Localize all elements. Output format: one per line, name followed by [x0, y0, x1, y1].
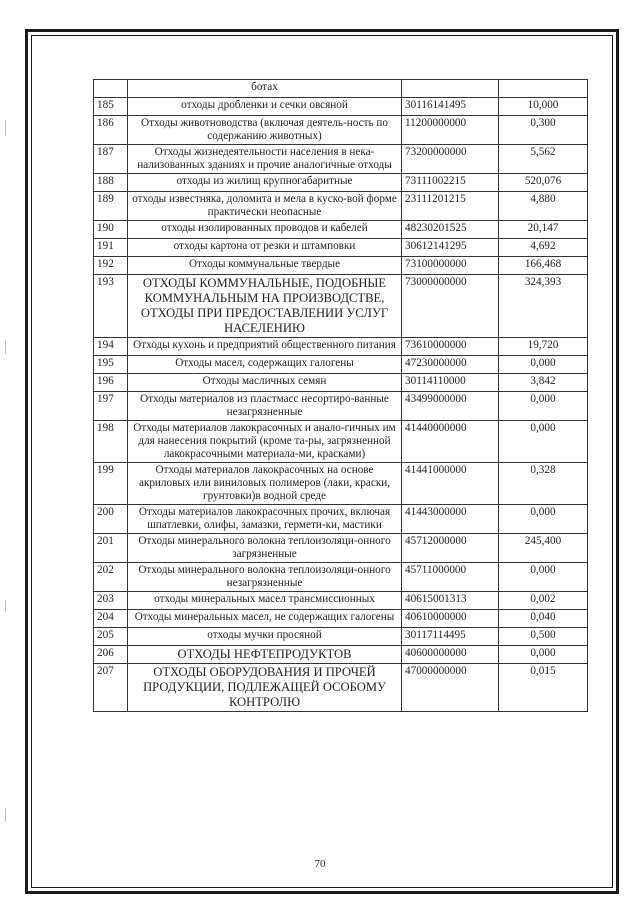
table-row [94, 563, 588, 592]
row-number: 207 [94, 664, 128, 712]
table-row [94, 463, 588, 505]
waste-name: отходы мучки просяной [128, 628, 402, 646]
table-row [94, 145, 588, 174]
waste-name: отходы дробленки и сечки овсяной [128, 98, 402, 116]
table-row [94, 534, 588, 563]
row-number: 186 [94, 116, 128, 145]
waste-amount: 0,000 [499, 646, 588, 664]
waste-amount: 5,562 [499, 145, 588, 174]
waste-name: Отходы материалов из пластмасс несортиро-ванные незагрязненные [128, 392, 402, 421]
waste-code: 30114110000 [402, 374, 499, 392]
waste-code: 40615001313 [402, 592, 499, 610]
waste-amount: 4,880 [499, 192, 588, 221]
table-row [94, 98, 588, 116]
waste-code: 73610000000 [402, 338, 499, 356]
row-number: 200 [94, 505, 128, 534]
waste-code: 47000000000 [402, 664, 499, 712]
waste-code: 23111201215 [402, 192, 499, 221]
waste-name: отходы известняка, доломита и мела в куско-вой форме практически неопасные [128, 192, 402, 221]
waste-amount: 0,000 [499, 505, 588, 534]
table-row [94, 239, 588, 257]
table-row [94, 592, 588, 610]
waste-amount: 0,000 [499, 356, 588, 374]
waste-code: 73100000000 [402, 257, 499, 275]
table-row [94, 338, 588, 356]
waste-name: отходы из жилищ крупногабаритные [128, 174, 402, 192]
waste-name: Отходы масличных семян [128, 374, 402, 392]
row-number: 193 [94, 275, 128, 338]
waste-amount: 3,842 [499, 374, 588, 392]
waste-name: Отходы минерального волокна теплоизоляци-онного загрязненные [128, 534, 402, 563]
waste-amount: 0,000 [499, 392, 588, 421]
waste-name: ОТХОДЫ ОБОРУДОВАНИЯ И ПРОЧЕЙ ПРОДУКЦИИ, ПОДЛЕЖАЩЕЙ ОСОБОМУ КОНТРОЛЮ [128, 664, 402, 712]
waste-table [93, 79, 588, 712]
waste-amount: 0,002 [499, 592, 588, 610]
waste-code: 40610000000 [402, 610, 499, 628]
waste-code: 41443000000 [402, 505, 499, 534]
row-number: 198 [94, 421, 128, 463]
table-row [94, 192, 588, 221]
waste-code: 73200000000 [402, 145, 499, 174]
waste-code: 41441000000 [402, 463, 499, 505]
waste-code: 30612141295 [402, 239, 499, 257]
table-row [94, 610, 588, 628]
waste-amount: 0,000 [499, 421, 588, 463]
waste-code: 43499000000 [402, 392, 499, 421]
table-row [94, 116, 588, 145]
waste-name: отходы минеральных масел трансмиссионных [128, 592, 402, 610]
waste-amount: 324,393 [499, 275, 588, 338]
waste-amount: 4,692 [499, 239, 588, 257]
table-row [94, 221, 588, 239]
table-row [94, 174, 588, 192]
scan-mark [5, 120, 6, 136]
row-number: 194 [94, 338, 128, 356]
table-row [94, 664, 588, 712]
page-number: 70 [314, 858, 326, 870]
scan-mark [5, 340, 6, 354]
waste-name: Отходы коммунальные твердые [128, 257, 402, 275]
waste-amount: 10,000 [499, 98, 588, 116]
row-number: 203 [94, 592, 128, 610]
scan-mark [5, 808, 6, 822]
row-number: 188 [94, 174, 128, 192]
table-row [94, 646, 588, 664]
row-number: 195 [94, 356, 128, 374]
waste-name: ОТХОДЫ КОММУНАЛЬНЫЕ, ПОДОБНЫЕ КОММУНАЛЬНЫМ НА ПРОИЗВОДСТВЕ, ОТХОДЫ ПРИ ПРЕДОСТАВЛЕНИИ УСЛУГ НАСЕЛЕНИЮ [128, 275, 402, 338]
waste-code: 45712000000 [402, 534, 499, 563]
waste-code: 73000000000 [402, 275, 499, 338]
waste-name: ОТХОДЫ НЕФТЕПРОДУКТОВ [128, 646, 402, 664]
waste-amount: 0,500 [499, 628, 588, 646]
waste-amount: 166,468 [499, 257, 588, 275]
waste-name: Отходы жизнедеятельности населения в нека-нализованных зданиях и прочие аналогичные отходы [128, 145, 402, 174]
waste-code: 41440000000 [402, 421, 499, 463]
waste-amount: 0,300 [499, 116, 588, 145]
waste-amount: 19,720 [499, 338, 588, 356]
row-number: 205 [94, 628, 128, 646]
row-number: 191 [94, 239, 128, 257]
waste-code: 73111002215 [402, 174, 499, 192]
row-number: 206 [94, 646, 128, 664]
row-number: 204 [94, 610, 128, 628]
table-row [94, 80, 588, 98]
waste-name: Отходы материалов лакокрасочных прочих, включая шпатлевки, олифы, замазки, гермети-ки, мастики [128, 505, 402, 534]
table-row [94, 421, 588, 463]
waste-amount: 0,328 [499, 463, 588, 505]
row-number: 201 [94, 534, 128, 563]
waste-amount: 245,400 [499, 534, 588, 563]
waste-name: Отходы минерального волокна теплоизоляци-онного незагрязненные [128, 563, 402, 592]
waste-name: Отходы минеральных масел, не содержащих галогены [128, 610, 402, 628]
table-row [94, 505, 588, 534]
waste-name: ботах [128, 80, 402, 98]
waste-amount: 0,015 [499, 664, 588, 712]
waste-code: 30116141495 [402, 98, 499, 116]
waste-name: отходы картона от резки и штамповки [128, 239, 402, 257]
table-row [94, 374, 588, 392]
waste-amount [499, 80, 588, 98]
waste-name: Отходы животноводства (включая деятель-ность по содержанию животных) [128, 116, 402, 145]
row-number: 190 [94, 221, 128, 239]
waste-name: отходы изолированных проводов и кабелей [128, 221, 402, 239]
scan-mark [5, 600, 6, 612]
row-number: 185 [94, 98, 128, 116]
row-number: 192 [94, 257, 128, 275]
waste-code [402, 80, 499, 98]
waste-name: Отходы масел, содержащих галогены [128, 356, 402, 374]
waste-name: Отходы кухонь и предприятий общественного питания [128, 338, 402, 356]
row-number: 197 [94, 392, 128, 421]
waste-code: 30117114495 [402, 628, 499, 646]
row-number [94, 80, 128, 98]
waste-amount: 0,040 [499, 610, 588, 628]
table-row [94, 275, 588, 338]
table-row [94, 392, 588, 421]
table-row [94, 356, 588, 374]
waste-amount: 0,000 [499, 563, 588, 592]
table-row [94, 628, 588, 646]
waste-code: 48230201525 [402, 221, 499, 239]
waste-name: Отходы материалов лакокрасочных на основе акриловых или виниловых полимеров (лаки, краски, грунтовки)в водной среде [128, 463, 402, 505]
waste-name: Отходы материалов лакокрасочных и анало-гичных им для нанесения покрытий (кроме та-ры, загрязненной лакокрасочными материала-ми, красками) [128, 421, 402, 463]
waste-code: 47230000000 [402, 356, 499, 374]
waste-code: 45711000000 [402, 563, 499, 592]
waste-code: 40600000000 [402, 646, 499, 664]
waste-code: 11200000000 [402, 116, 499, 145]
row-number: 187 [94, 145, 128, 174]
waste-amount: 520,076 [499, 174, 588, 192]
row-number: 202 [94, 563, 128, 592]
waste-amount: 20,147 [499, 221, 588, 239]
row-number: 199 [94, 463, 128, 505]
waste-table-body [94, 80, 588, 712]
table-row [94, 257, 588, 275]
row-number: 196 [94, 374, 128, 392]
row-number: 189 [94, 192, 128, 221]
